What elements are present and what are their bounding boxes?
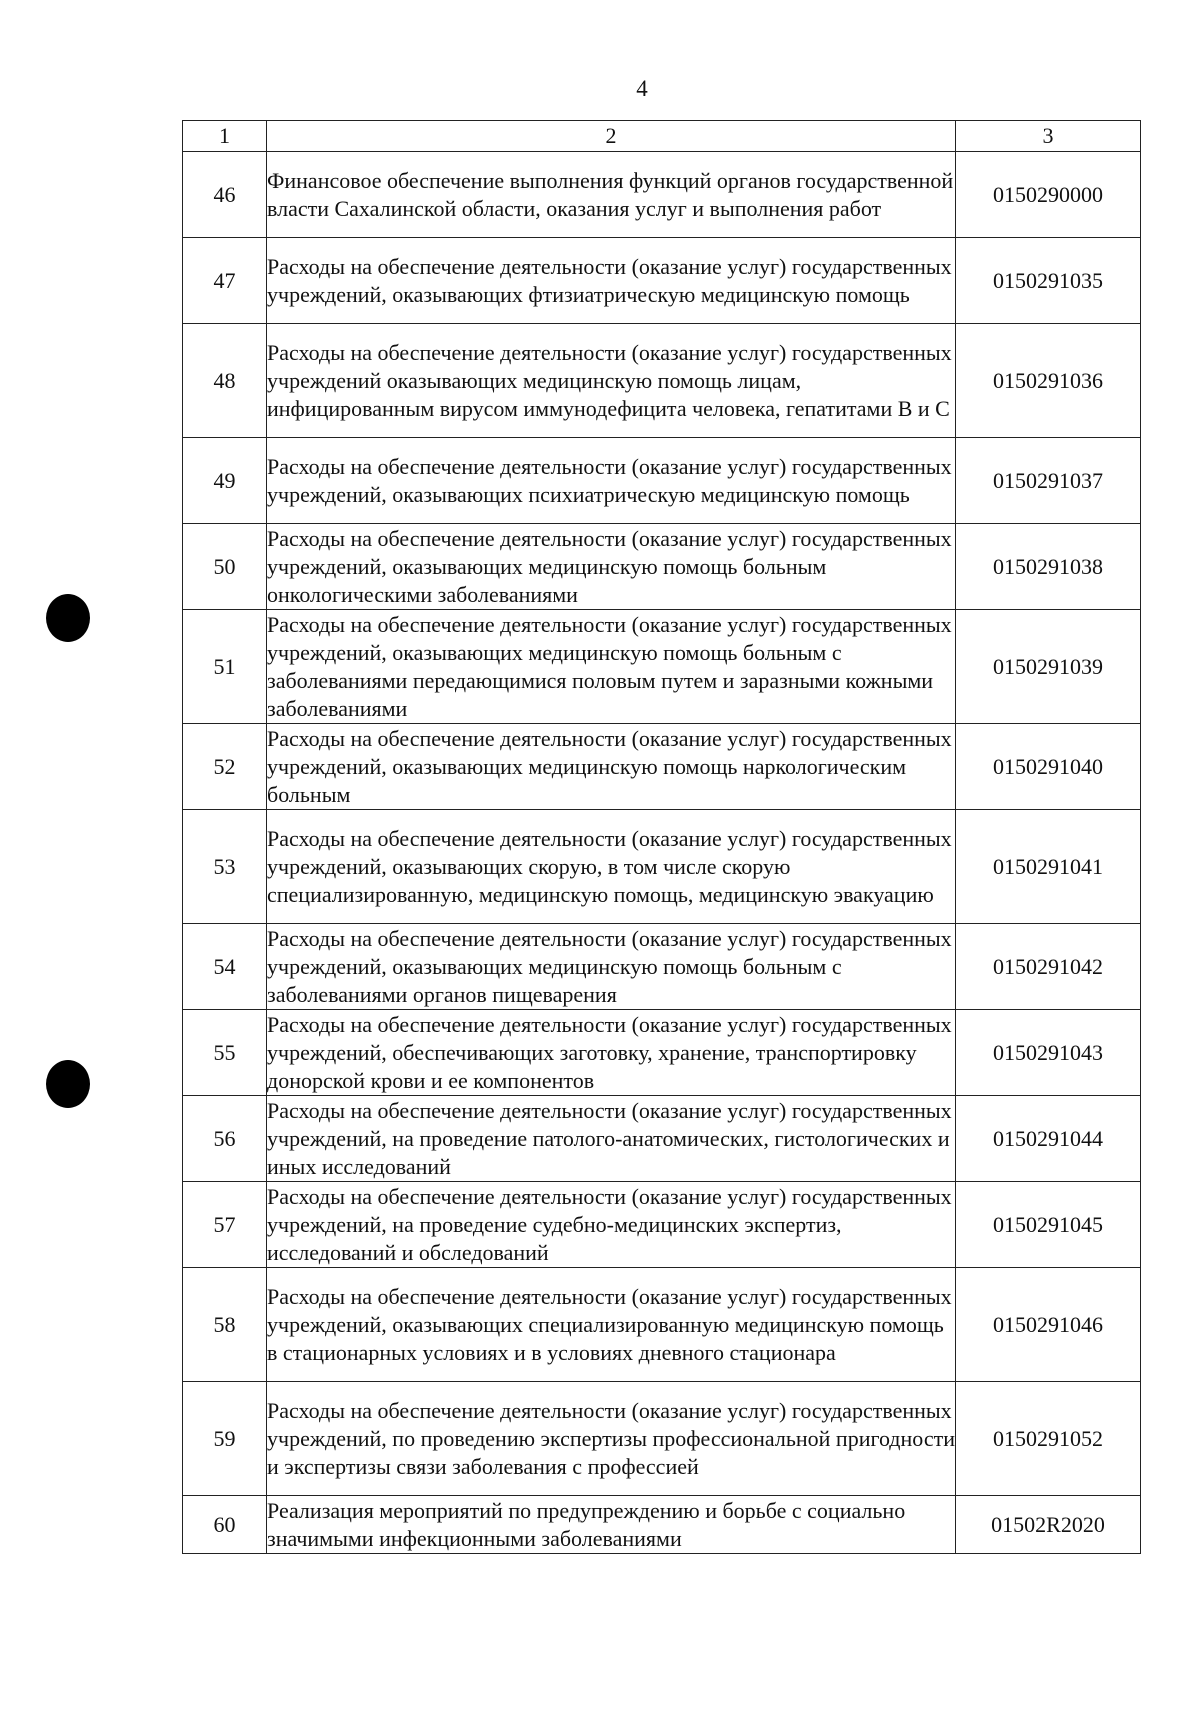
- table-row: [183, 152, 1141, 238]
- table-header-row: [183, 121, 1141, 152]
- row-description: Финансовое обеспечение выполнения функций органов государственной власти Сахалинской области, оказания услуг и выполнения работ: [267, 152, 956, 238]
- row-code: 01502R2020: [956, 1496, 1141, 1554]
- row-code: 0150291036: [956, 324, 1141, 438]
- table-row: [183, 924, 1141, 1010]
- table-row: [183, 724, 1141, 810]
- row-description: Расходы на обеспечение деятельности (оказание услуг) государственных учреждений, оказывающих фтизиатрическую медицинскую помощь: [267, 238, 956, 324]
- table-row: [183, 610, 1141, 724]
- row-number: 50: [183, 524, 267, 610]
- row-number: 48: [183, 324, 267, 438]
- row-description: Расходы на обеспечение деятельности (оказание услуг) государственных учреждений, оказывающих медицинскую помощь больным с заболеваниями органов пищеварения: [267, 924, 956, 1010]
- row-number: 54: [183, 924, 267, 1010]
- table-row: [183, 1382, 1141, 1496]
- row-number: 56: [183, 1096, 267, 1182]
- table-row: [183, 810, 1141, 924]
- budget-classification-table: [182, 120, 1141, 1554]
- row-code: 0150291045: [956, 1182, 1141, 1268]
- row-description: Расходы на обеспечение деятельности (оказание услуг) государственных учреждений, оказывающих психиатрическую медицинскую помощь: [267, 438, 956, 524]
- row-description: Реализация мероприятий по предупреждению и борьбе с социально значимыми инфекционными заболеваниями: [267, 1496, 956, 1554]
- row-number: 46: [183, 152, 267, 238]
- row-code: 0150291038: [956, 524, 1141, 610]
- column-header-1: 1: [183, 121, 267, 152]
- row-code: 0150291035: [956, 238, 1141, 324]
- row-description: Расходы на обеспечение деятельности (оказание услуг) государственных учреждений, оказывающих медицинскую помощь наркологическим больным: [267, 724, 956, 810]
- row-number: 52: [183, 724, 267, 810]
- row-description: Расходы на обеспечение деятельности (оказание услуг) государственных учреждений, оказывающих специализированную медицинскую помощь в стационарных условиях и в условиях дневного стационара: [267, 1268, 956, 1382]
- column-header-3: 3: [956, 121, 1141, 152]
- row-code: 0150291052: [956, 1382, 1141, 1496]
- table-row: [183, 1182, 1141, 1268]
- table-row: [183, 238, 1141, 324]
- row-number: 51: [183, 610, 267, 724]
- row-description: Расходы на обеспечение деятельности (оказание услуг) государственных учреждений, оказывающих скорую, в том числе скорую специализированную, медицинскую помощь, медицинскую эвакуацию: [267, 810, 956, 924]
- row-code: 0150291043: [956, 1010, 1141, 1096]
- punch-hole-mark: [46, 594, 90, 642]
- table-row: [183, 1096, 1141, 1182]
- table-row: [183, 438, 1141, 524]
- row-code: 0150291046: [956, 1268, 1141, 1382]
- punch-hole-mark: [46, 1060, 90, 1108]
- row-description: Расходы на обеспечение деятельности (оказание услуг) государственных учреждений, оказывающих медицинскую помощь больным с заболеваниями передающимися половым путем и заразными кожными заболеваниями: [267, 610, 956, 724]
- table-row: [183, 1010, 1141, 1096]
- row-description: Расходы на обеспечение деятельности (оказание услуг) государственных учреждений, по проведению экспертизы профессиональной пригодности и экспертизы связи заболевания с профессией: [267, 1382, 956, 1496]
- row-code: 0150291039: [956, 610, 1141, 724]
- page-number: 4: [636, 76, 648, 101]
- column-header-2: 2: [267, 121, 956, 152]
- row-number: 58: [183, 1268, 267, 1382]
- row-code: 0150291044: [956, 1096, 1141, 1182]
- table-row: [183, 1268, 1141, 1382]
- row-description: Расходы на обеспечение деятельности (оказание услуг) государственных учреждений, на проведение судебно-медицинских экспертиз, исследований и обследований: [267, 1182, 956, 1268]
- row-code: 0150291040: [956, 724, 1141, 810]
- row-description: Расходы на обеспечение деятельности (оказание услуг) государственных учреждений, на проведение патолого-анатомических, гистологических и иных исследований: [267, 1096, 956, 1182]
- row-code: 0150290000: [956, 152, 1141, 238]
- table-row: [183, 324, 1141, 438]
- row-number: 55: [183, 1010, 267, 1096]
- row-code: 0150291037: [956, 438, 1141, 524]
- table-row: [183, 524, 1141, 610]
- row-code: 0150291042: [956, 924, 1141, 1010]
- row-number: 57: [183, 1182, 267, 1268]
- row-number: 49: [183, 438, 267, 524]
- row-number: 60: [183, 1496, 267, 1554]
- table-row: [183, 1496, 1141, 1554]
- row-description: Расходы на обеспечение деятельности (оказание услуг) государственных учреждений оказывающих медицинскую помощь лицам, инфицированным вирусом иммунодефицита человека, гепатитами В и С: [267, 324, 956, 438]
- row-description: Расходы на обеспечение деятельности (оказание услуг) государственных учреждений, оказывающих медицинскую помощь больным онкологическими заболеваниями: [267, 524, 956, 610]
- row-number: 53: [183, 810, 267, 924]
- row-code: 0150291041: [956, 810, 1141, 924]
- row-description: Расходы на обеспечение деятельности (оказание услуг) государственных учреждений, обеспечивающих заготовку, хранение, транспортировку донорской крови и ее компонентов: [267, 1010, 956, 1096]
- row-number: 59: [183, 1382, 267, 1496]
- row-number: 47: [183, 238, 267, 324]
